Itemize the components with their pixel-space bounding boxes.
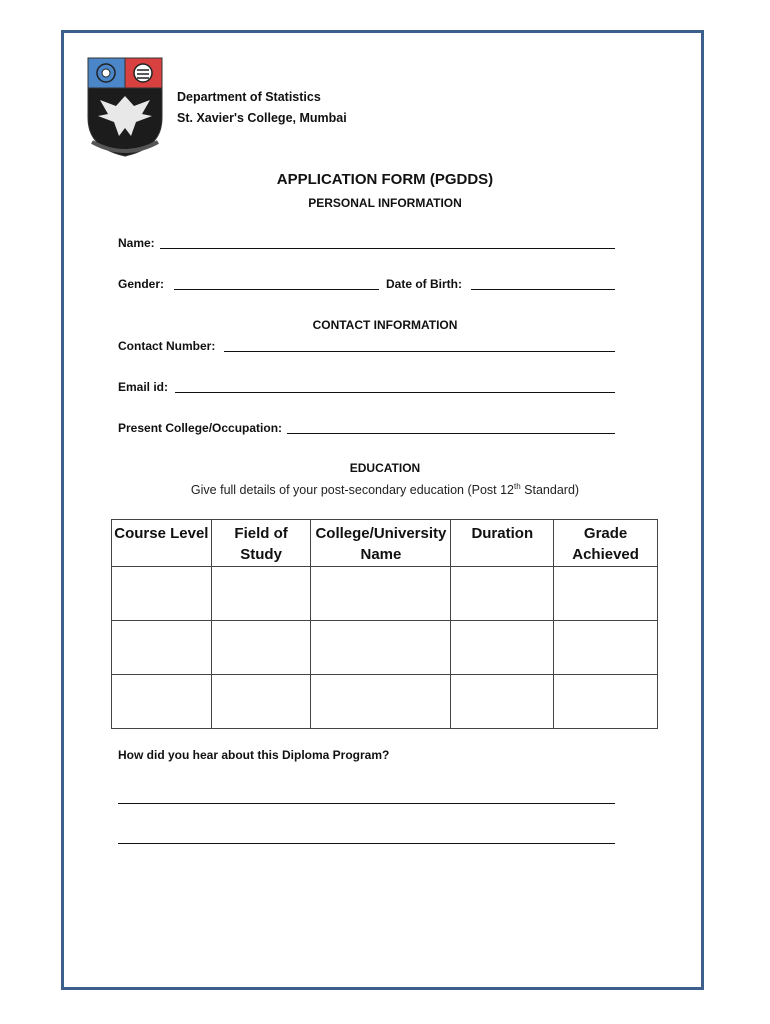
present-college-field[interactable] [287, 433, 615, 434]
table-cell[interactable] [211, 675, 311, 729]
contact-info-heading: CONTACT INFORMATION [312, 318, 458, 332]
dob-label: Date of Birth: [386, 277, 462, 291]
header-grade-achieved: Grade Achieved [554, 520, 658, 567]
hear-about-answer-line-2[interactable] [118, 843, 615, 844]
hear-about-question: How did you hear about this Diploma Program? [118, 748, 390, 762]
table-row [112, 567, 658, 621]
table-row [112, 621, 658, 675]
college-crest-logo [86, 56, 164, 160]
table-cell[interactable] [451, 675, 554, 729]
gender-label: Gender: [118, 277, 165, 291]
header-course-level: Course Level [112, 520, 212, 567]
table-cell[interactable] [311, 675, 451, 729]
name-field[interactable] [160, 248, 615, 249]
name-label: Name: [118, 236, 155, 250]
contact-number-label: Contact Number: [118, 339, 216, 353]
header-college-university-name: College/University Name [311, 520, 451, 567]
table-cell[interactable] [451, 567, 554, 621]
header-field-of-study: Field of Study [211, 520, 311, 567]
table-cell[interactable] [112, 675, 212, 729]
education-heading: EDUCATION [349, 461, 421, 475]
table-cell[interactable] [112, 567, 212, 621]
education-table [111, 519, 658, 729]
dob-field[interactable] [471, 289, 615, 290]
table-cell[interactable] [311, 621, 451, 675]
header-duration: Duration [451, 520, 554, 567]
present-college-label: Present College/Occupation: [118, 421, 283, 435]
table-cell[interactable] [311, 567, 451, 621]
table-cell[interactable] [112, 621, 212, 675]
table-row [112, 675, 658, 729]
email-label: Email id: [118, 380, 169, 394]
table-cell[interactable] [554, 675, 658, 729]
education-instructions: Give full details of your post-secondary education (Post 12th Standard) [190, 482, 580, 498]
table-cell[interactable] [211, 567, 311, 621]
table-header-row [112, 520, 658, 567]
hear-about-answer-line-1[interactable] [118, 803, 615, 804]
table-cell[interactable] [554, 567, 658, 621]
personal-info-heading: PERSONAL INFORMATION [308, 196, 462, 210]
gender-field[interactable] [174, 289, 379, 290]
department-name: Department of Statistics [177, 90, 321, 104]
table-cell[interactable] [554, 621, 658, 675]
form-title: APPLICATION FORM (PGDDS) [276, 171, 494, 188]
contact-number-field[interactable] [224, 351, 615, 352]
college-name: St. Xavier's College, Mumbai [177, 111, 347, 125]
table-cell[interactable] [211, 621, 311, 675]
email-field[interactable] [175, 392, 615, 393]
table-cell[interactable] [451, 621, 554, 675]
